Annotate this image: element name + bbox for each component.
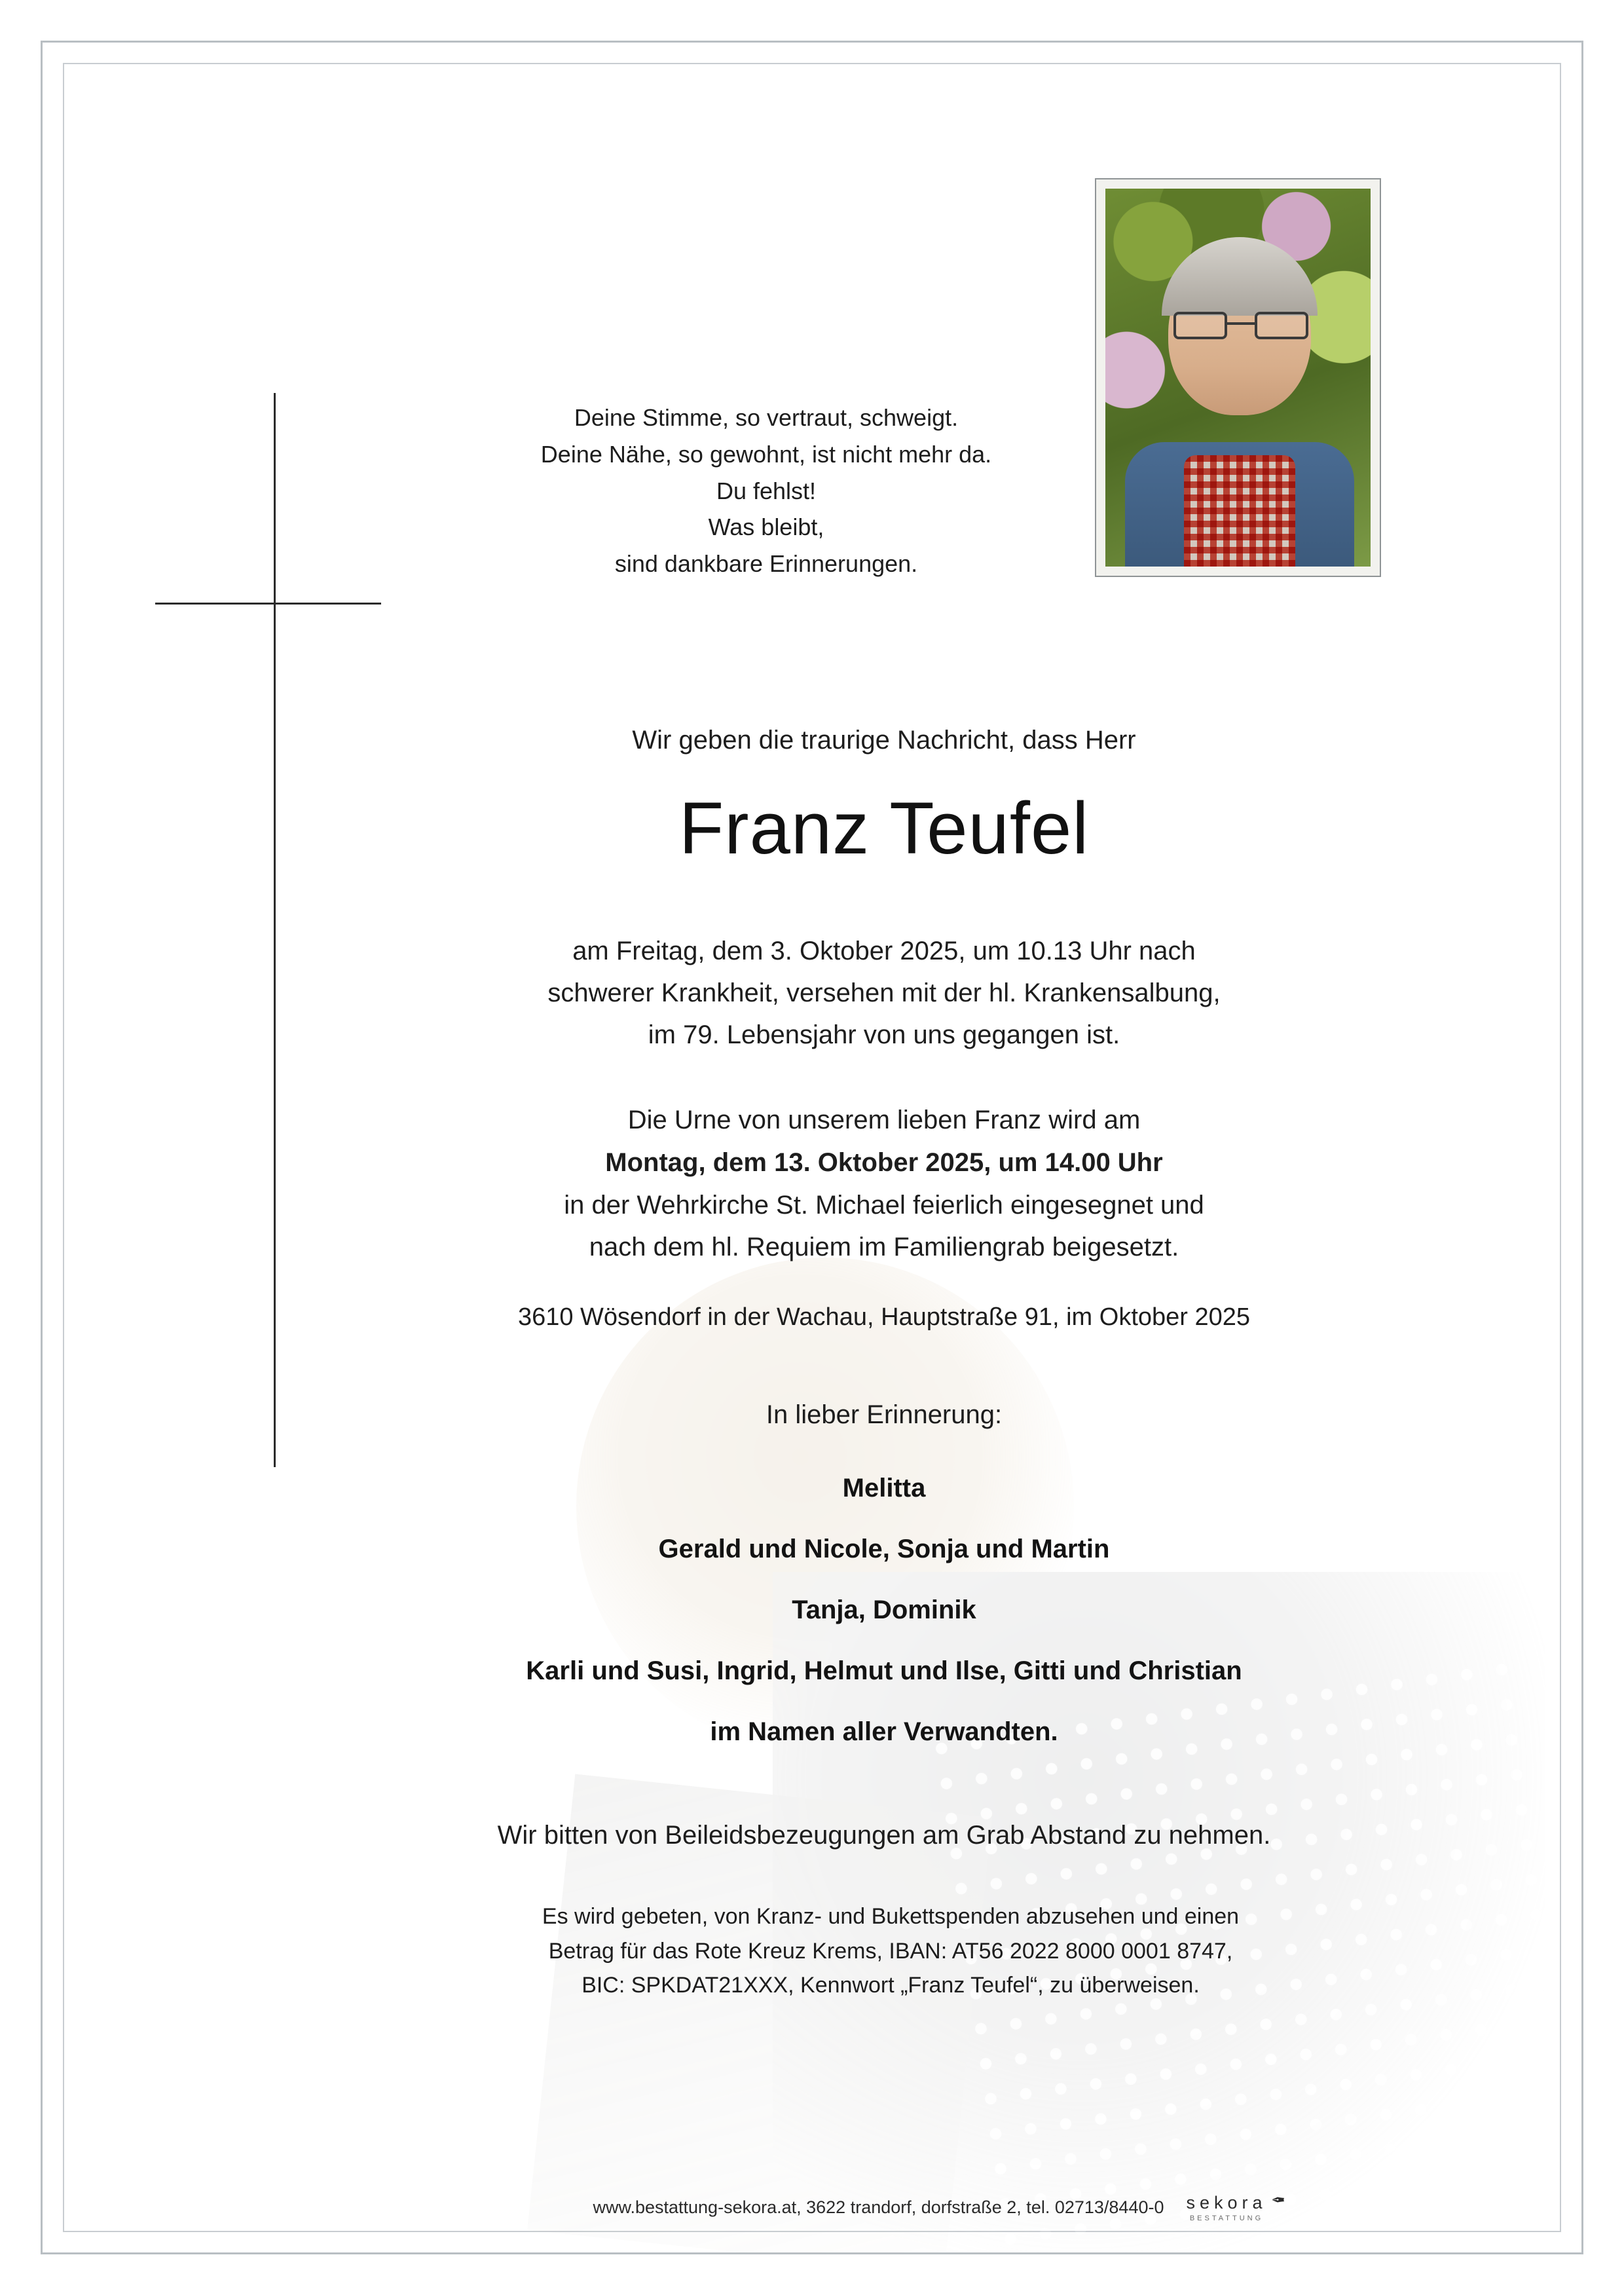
donation-line: Es wird gebeten, von Kranz- und Bukettspenden abzusehen und einen (542, 1904, 1240, 1929)
family-name-line: Melitta (842, 1474, 926, 1502)
ceremony-line-3: in der Wehrkirche St. Michael feierlich eingesegnet und (564, 1190, 1204, 1220)
poem-line: sind dankbare Erinnerungen. (614, 550, 918, 578)
family-name-line: im Namen aller Verwandten. (710, 1717, 1058, 1746)
cross-horizontal-bar (155, 603, 381, 605)
sekora-logo (1186, 2190, 1285, 2222)
family-name-line: Karli und Susi, Ingrid, Helmut und Ilse, Gitti und Christian (526, 1656, 1242, 1685)
poem-block (419, 400, 1113, 582)
donation-line: Betrag für das Rote Kreuz Krems, IBAN: AT56 2022 8000 0001 8747, (548, 1938, 1233, 1964)
bird-icon: ✒ (1270, 2190, 1285, 2210)
family-name-line: Gerald und Nicole, Sonja und Martin (658, 1535, 1110, 1563)
death-info-line: am Freitag, dem 3. Oktober 2025, um 10.13 Uhr nach (572, 937, 1196, 965)
death-info-block (458, 930, 1310, 1056)
family-name-line: Tanja, Dominik (792, 1595, 976, 1624)
portrait-photo (1095, 178, 1381, 577)
death-info-line: schwerer Krankheit, versehen mit der hl. Krankensalbung, (547, 979, 1221, 1007)
cross-vertical-bar (274, 393, 276, 1467)
poem-line: Deine Stimme, so vertraut, schweigt. (574, 404, 959, 431)
logo-subtitle: BESTATTUNG (1189, 2214, 1264, 2222)
death-info-line: im 79. Lebensjahr von uns gegangen ist. (648, 1020, 1120, 1049)
condolence-request: Wir bitten von Beileidsbezeugungen am Grab Abstand zu nehmen. (497, 1821, 1271, 1850)
poem-line: Du fehlst! (716, 477, 817, 504)
poem-line: Deine Nähe, so gewohnt, ist nicht mehr da. (540, 440, 992, 468)
footer (419, 2190, 1441, 2222)
ceremony-block (458, 1099, 1310, 1269)
donation-note (458, 1899, 1323, 2003)
place-and-date: 3610 Wösendorf in der Wachau, Hauptstraße 91, im Oktober 2025 (517, 1303, 1251, 1331)
ceremony-datetime: Montag, dem 13. Oktober 2025, um 14.00 Uhr (605, 1148, 1163, 1177)
logo-wordmark: sekora (1186, 2193, 1267, 2212)
family-names (406, 1474, 1362, 1778)
announcement-lead: Wir geben die traurige Nachricht, dass Herr (632, 726, 1136, 755)
ceremony-line-1: Die Urne von unserem lieben Franz wird am (627, 1106, 1141, 1134)
glasses-icon (1173, 312, 1308, 341)
donation-line: BIC: SPKDAT21XXX, Kennwort „Franz Teufel“, zu überweisen. (581, 1973, 1200, 1998)
footer-contact-text: www.bestattung-sekora.at, 3622 trandorf, dorfstraße 2, tel. 02713/8440-0 (593, 2197, 1164, 2217)
deceased-name: Franz Teufel (678, 787, 1090, 869)
poem-line: Was bleibt, (708, 513, 824, 541)
memory-title: In lieber Erinnerung: (766, 1400, 1003, 1429)
ceremony-line-4: nach dem hl. Requiem im Familiengrab beigesetzt. (589, 1233, 1179, 1262)
